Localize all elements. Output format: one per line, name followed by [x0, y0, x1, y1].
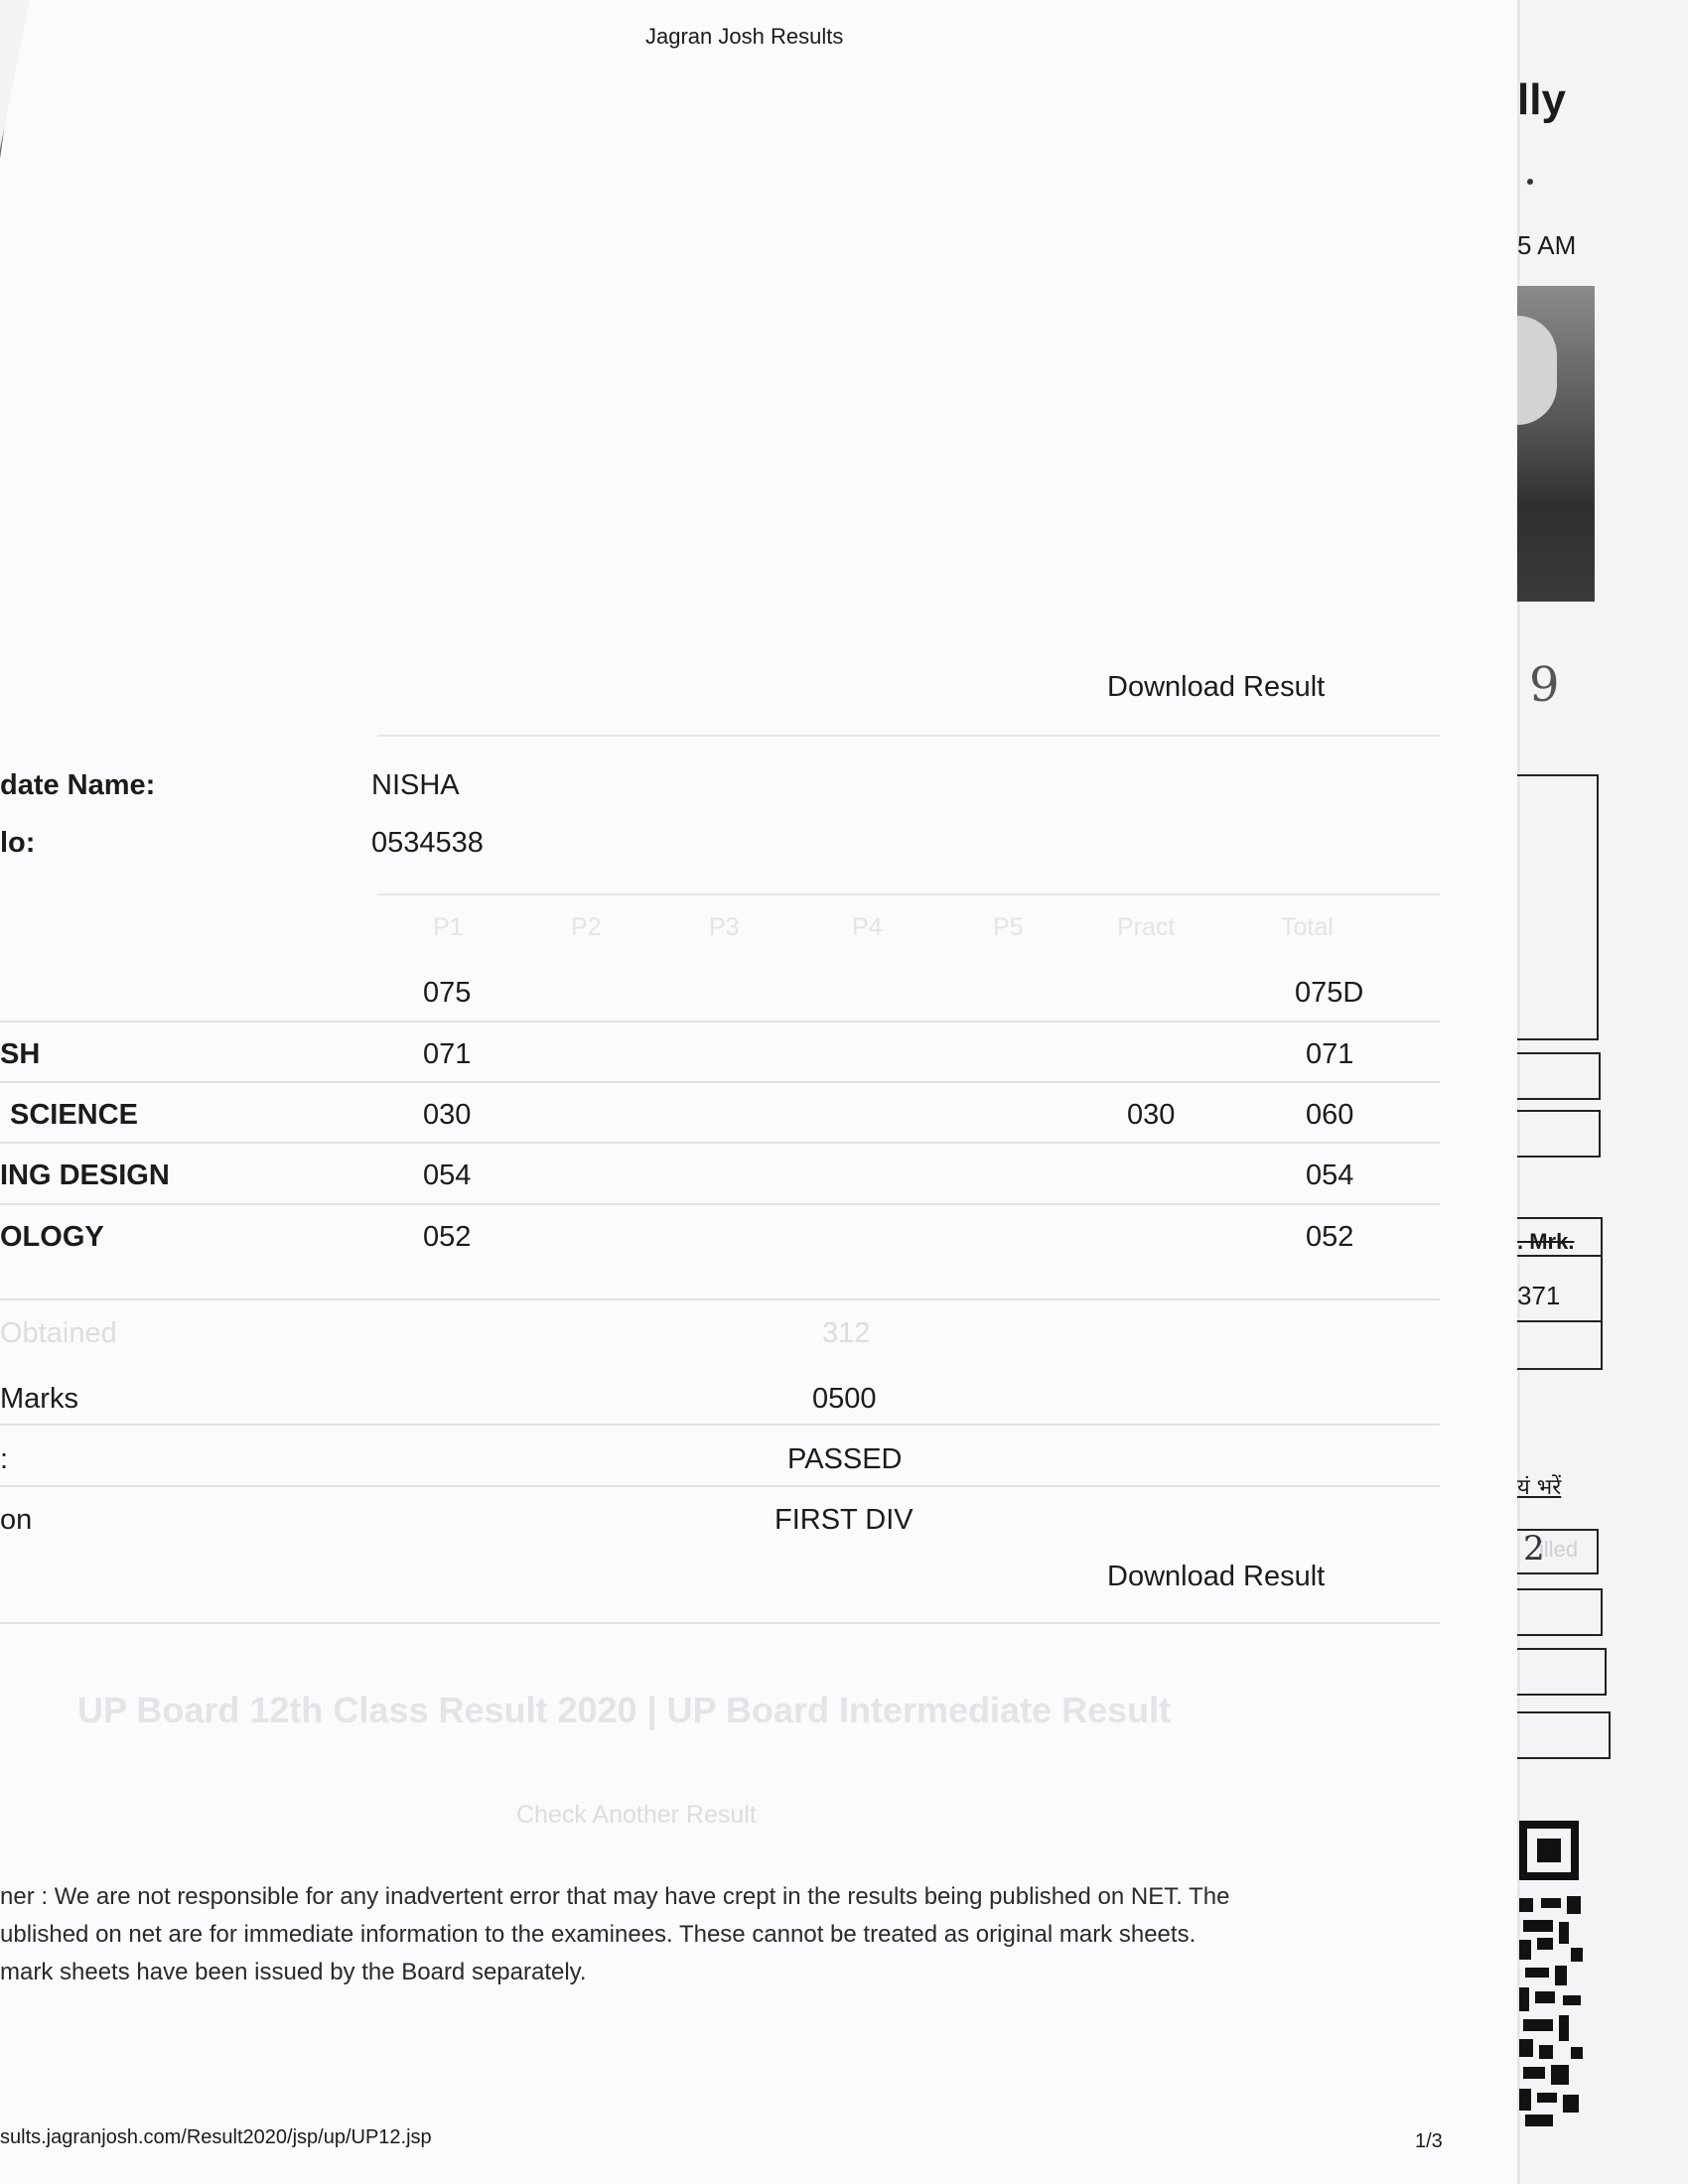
col-header-p4: P4 [852, 913, 883, 941]
hindi-fill-instruction: यं भरें [1517, 1475, 1562, 1500]
max-marks-value: 0500 [812, 1383, 877, 1415]
roll-number-label: lo: [0, 827, 36, 859]
candidate-photo [1517, 286, 1595, 602]
table-row-p1: 030 [423, 1099, 472, 1131]
check-another-result-link[interactable]: Check Another Result [516, 1801, 757, 1829]
max-marks-label: Marks [0, 1383, 78, 1415]
result-page-heading: UP Board 12th Class Result 2020 | UP Board Intermediate Result [77, 1690, 1172, 1730]
download-result-link-top[interactable]: Download Result [1107, 671, 1326, 703]
strip-box [1517, 1648, 1607, 1696]
strip-time-fragment: 5 AM [1517, 230, 1577, 260]
handwritten-digit: 9 [1529, 657, 1560, 713]
qr-code-icon [1517, 1817, 1585, 2134]
roll-number-value: 0534538 [371, 827, 484, 859]
filled-box-label: illed [1539, 1537, 1579, 1562]
page-number: 1/3 [1415, 2130, 1443, 2152]
col-header-total: Total [1281, 913, 1334, 941]
disclaimer-line: mark sheets have been issued by the Board separately. [0, 1959, 587, 1985]
strip-box [1517, 1588, 1603, 1636]
table-row-total: 054 [1306, 1160, 1354, 1191]
strip-box [1517, 1052, 1601, 1100]
col-header-p1: P1 [433, 913, 464, 941]
marks-box-value: 371 [1517, 1281, 1561, 1310]
filled-box-digit: 2 [1523, 1529, 1545, 1569]
table-row-subject: SCIENCE [10, 1099, 138, 1131]
table-row-total: 052 [1306, 1221, 1354, 1253]
table-row-p1: 052 [423, 1221, 472, 1253]
footer-url: sults.jagranjosh.com/Result2020/jsp/up/UP12.jsp [0, 2126, 432, 2148]
table-row-subject: SH [0, 1038, 41, 1070]
table-row-subject: ING DESIGN [0, 1160, 170, 1191]
strip-title-fragment: lly [1517, 75, 1566, 124]
download-result-link-bottom[interactable]: Download Result [1107, 1561, 1326, 1592]
col-header-p5: P5 [993, 913, 1024, 941]
candidate-name-value: NISHA [371, 769, 460, 801]
division-value: FIRST DIV [774, 1504, 914, 1536]
page-fold [0, 0, 30, 149]
division-label: on [0, 1504, 33, 1536]
result-label: : [0, 1443, 9, 1475]
disclaimer-line: ner : We are not responsible for any inadvertent error that may have crept in the results being published on NET. The [0, 1883, 1230, 1910]
strip-box [1517, 774, 1599, 1040]
result-status: PASSED [787, 1443, 903, 1475]
table-row-total: 071 [1306, 1038, 1354, 1070]
table-row-p1: 054 [423, 1160, 472, 1191]
col-header-p3: P3 [709, 913, 740, 941]
disclaimer-line: ublished on net are for immediate information to the examinees. These cannot be treated as original mark sheets. [0, 1921, 1196, 1948]
table-row-total: 075D [1295, 977, 1364, 1009]
underlying-page-strip [1517, 0, 1688, 2184]
table-row-total: 060 [1306, 1099, 1354, 1131]
col-header-pract: Pract [1117, 913, 1176, 941]
table-row-pract: 030 [1127, 1099, 1176, 1131]
obtained-marks-label: Obtained [0, 1317, 117, 1349]
table-row-p1: 071 [423, 1038, 472, 1070]
table-row-subject: OLOGY [0, 1221, 104, 1253]
page-header-title: Jagran Josh Results [645, 24, 844, 49]
strip-box [1517, 1711, 1611, 1759]
candidate-name-label: date Name: [0, 769, 156, 801]
strip-box [1517, 1110, 1601, 1158]
col-header-p2: P2 [571, 913, 602, 941]
disclaimer [0, 1878, 1229, 1991]
obtained-marks-value: 312 [822, 1317, 871, 1349]
marks-box-header: . Mrk. [1517, 1229, 1575, 1254]
table-row-p1: 075 [423, 977, 472, 1009]
